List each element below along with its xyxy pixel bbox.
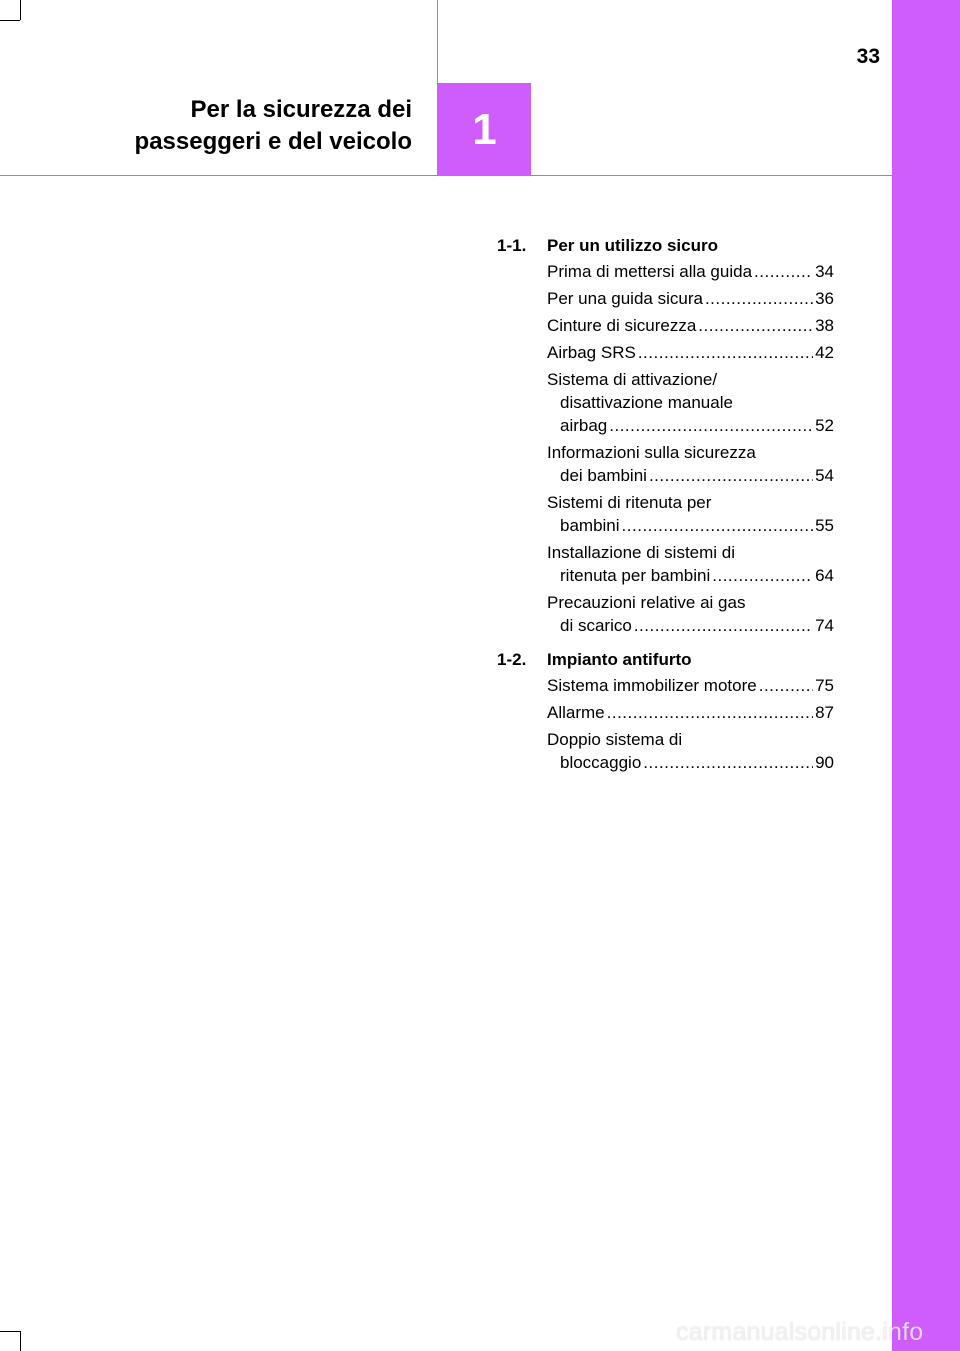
toc-entry-line	[547, 441, 834, 464]
toc-page-number: 36	[815, 289, 834, 308]
toc-leader-dots	[759, 674, 813, 697]
toc-page-number: 87	[815, 703, 834, 722]
toc-leader-dots	[609, 414, 813, 437]
toc-entry-line	[547, 314, 834, 337]
toc-entry[interactable]	[547, 441, 834, 487]
toc-page-number: 34	[815, 262, 834, 281]
toc-section-number: 1-2.	[497, 650, 527, 669]
toc-section-number: 1-1.	[497, 236, 527, 255]
toc-section-title: Per un utilizzo sicuro	[547, 236, 718, 255]
toc-entry-line	[547, 701, 834, 724]
toc-page-number: 75	[815, 676, 834, 695]
toc-entry-line	[547, 514, 834, 537]
toc-leader-dots	[643, 751, 813, 774]
chapter-title-line-1: Per la sicurezza dei	[190, 96, 412, 123]
toc-entry-line	[547, 564, 834, 587]
toc-entry-text: Precauzioni relative ai gas	[547, 593, 746, 612]
toc-entry-text: Per una guida sicura	[547, 289, 703, 308]
toc-entry-text: Sistema di attivazione/	[547, 370, 718, 389]
toc-entry-line	[547, 591, 834, 614]
toc-entry-line	[547, 464, 834, 487]
toc-entry-line	[547, 368, 834, 391]
toc-leader-dots	[622, 514, 814, 537]
toc-leader-dots	[634, 614, 813, 637]
crop-mark	[20, 1331, 21, 1351]
toc-section-title: Impianto antifurto	[547, 650, 692, 669]
toc-entry-text: Cinture di sicurezza	[547, 316, 697, 335]
toc-entry-line	[547, 541, 834, 564]
toc-page-number: 90	[815, 753, 834, 772]
toc-entry-text: ritenuta per bambini	[560, 566, 711, 585]
chapter-title-line-2: passeggeri e del veicolo	[134, 128, 412, 155]
toc-entry-text: di scarico	[560, 616, 632, 635]
toc-entry[interactable]	[547, 341, 834, 364]
toc-page-number: 42	[815, 343, 834, 362]
chapter-side-band	[892, 0, 960, 1351]
toc-entry-line	[547, 674, 834, 697]
toc-entry[interactable]	[547, 260, 834, 283]
chapter-title	[0, 94, 412, 158]
page-number: 33	[856, 45, 880, 68]
toc-entry[interactable]	[547, 701, 834, 724]
toc-entry[interactable]	[547, 591, 834, 637]
toc-page-number: 52	[815, 416, 834, 435]
toc-entry-line	[547, 341, 834, 364]
toc-section-heading[interactable]	[497, 233, 834, 258]
toc-entry-text: bloccaggio	[560, 753, 642, 772]
toc-entry[interactable]	[547, 541, 834, 587]
crop-mark	[0, 20, 20, 21]
toc-entry-line	[547, 287, 834, 310]
crop-mark	[0, 1331, 20, 1332]
toc-entry[interactable]	[547, 674, 834, 697]
toc-entry-line	[547, 414, 834, 437]
toc-entry-text: Allarme	[547, 703, 605, 722]
toc-entry-text: Doppio sistema di	[547, 730, 683, 749]
toc-entry-text: Installazione di sistemi di	[547, 543, 736, 562]
watermark: carmanualsonline.info	[676, 1318, 924, 1346]
toc-entry-line	[547, 728, 834, 751]
toc-leader-dots	[712, 564, 813, 587]
crop-mark	[20, 0, 21, 20]
toc-entry-line	[547, 614, 834, 637]
toc-entry-text: dei bambini	[560, 466, 647, 485]
toc-page-number: 54	[815, 466, 834, 485]
toc-entry-text: Prima di mettersi alla guida	[547, 262, 753, 281]
toc-entry-text: Airbag SRS	[547, 343, 636, 362]
toc-section-heading[interactable]	[497, 647, 834, 672]
toc-entry-line	[547, 391, 834, 414]
toc-page-number: 64	[815, 566, 834, 585]
chapter-number-box	[438, 83, 531, 176]
toc-leader-dots	[638, 341, 813, 364]
table-of-contents	[497, 233, 834, 778]
toc-page-number: 55	[815, 516, 834, 535]
toc-entry-text: Informazioni sulla sicurezza	[547, 443, 756, 462]
toc-entry-text: airbag	[560, 416, 608, 435]
toc-entry-line	[547, 260, 834, 283]
toc-entry-line	[547, 491, 834, 514]
toc-page-number: 38	[815, 316, 834, 335]
toc-entry[interactable]	[547, 314, 834, 337]
toc-leader-dots	[649, 464, 813, 487]
toc-entry-text: Sistemi di ritenuta per	[547, 493, 712, 512]
toc-entry[interactable]	[547, 491, 834, 537]
toc-leader-dots	[698, 314, 813, 337]
toc-entry-line	[547, 751, 834, 774]
chapter-number: 1	[472, 104, 497, 154]
toc-page-number: 74	[815, 616, 834, 635]
toc-leader-dots	[607, 701, 813, 724]
toc-leader-dots	[754, 260, 813, 283]
toc-entry-text: disattivazione manuale	[560, 393, 733, 412]
toc-entry[interactable]	[547, 287, 834, 310]
toc-entry-text: Sistema immobilizer motore	[547, 676, 757, 695]
toc-entry-text: bambini	[560, 516, 620, 535]
toc-entry[interactable]	[547, 368, 834, 437]
toc-entry[interactable]	[547, 728, 834, 774]
toc-leader-dots	[705, 287, 813, 310]
